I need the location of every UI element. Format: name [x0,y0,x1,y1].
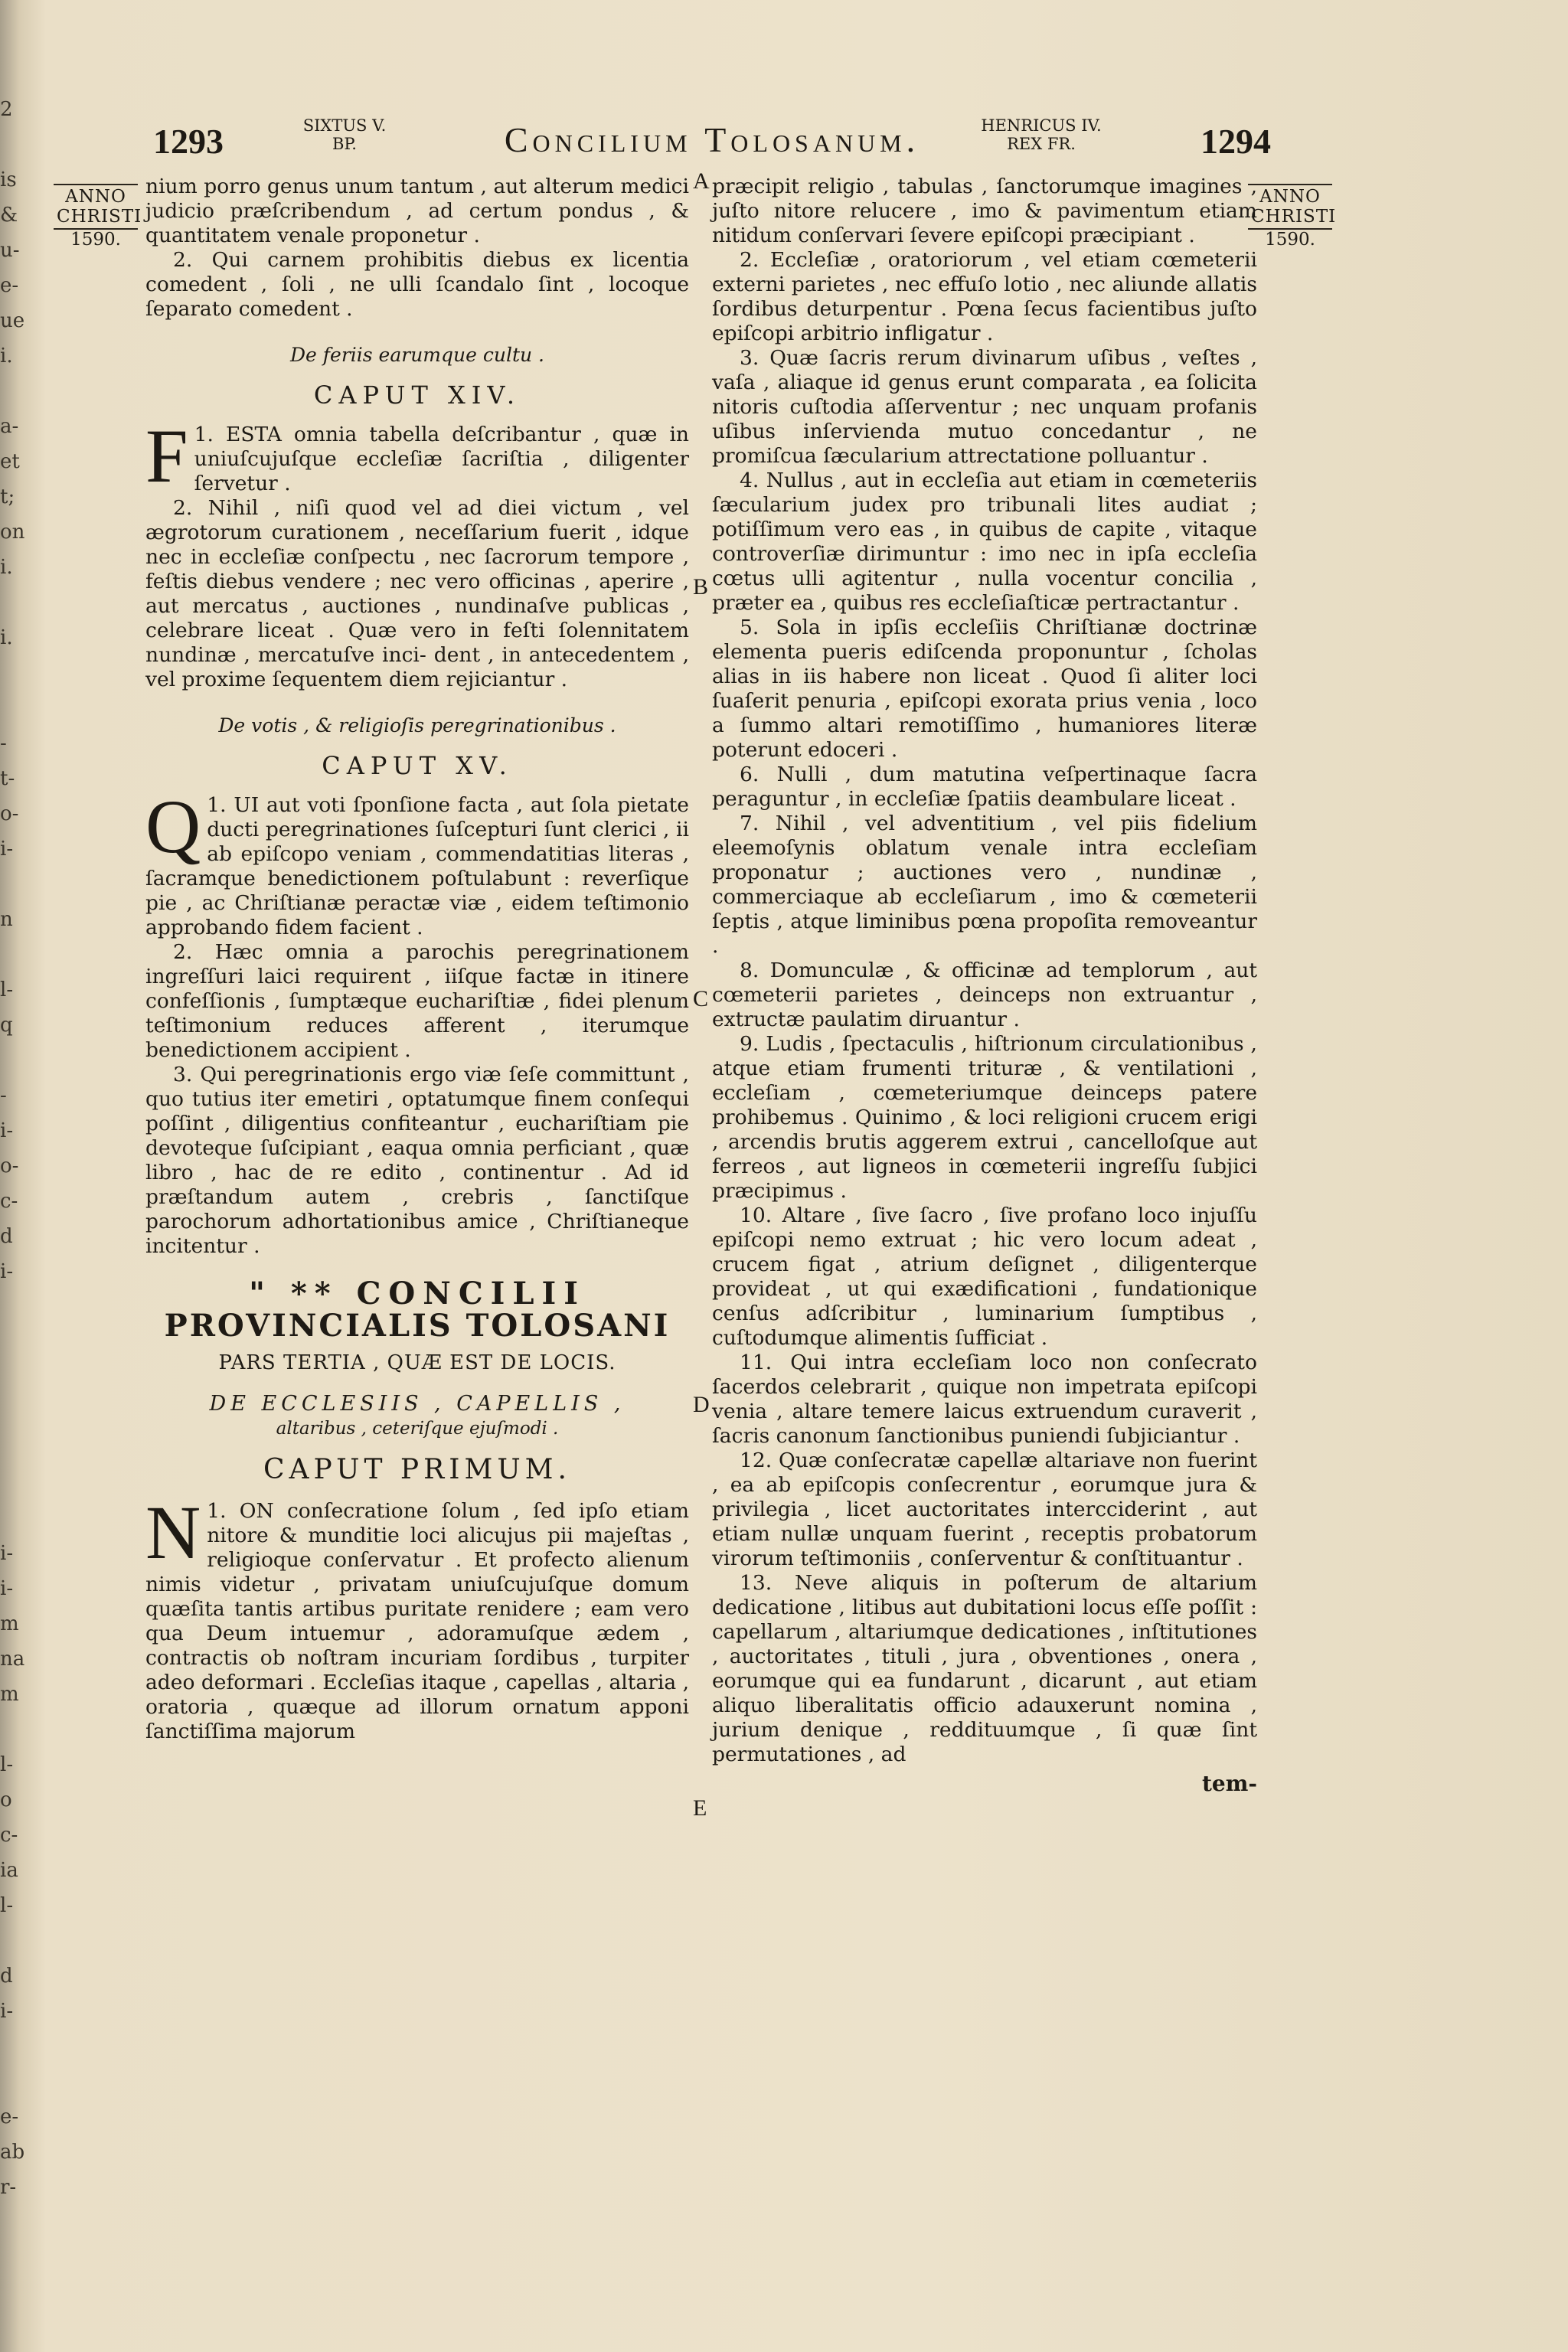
paragraph: 2. Nihil , niſi quod vel ad diei victum , vel ægrotorum curationem , neceſſarium fuerit , idque nec in eccleſiæ conſpectu , nec ſacrorum tempore , feſtis diebus vendere ; nec vero officinas , aperire , aut mercatus , auctiones , nundinaſve publicas , celebrare liceat . Quæ vero in feſti ſolennitatem nundinæ , mercatuſve inci- dent , in antecedentem , vel proxime ſequentem diem rejiciantur . [145,496,689,691]
section-title: DE ECCLESIIS , CAPELLIS , [209,1392,626,1416]
gutter-fragment [0,585,40,620]
gutter-fragment: r- [0,2176,17,2199]
chapter-heading: CAPUT PRIMUM. [263,1454,571,1485]
gutter-fragment [0,1395,40,1430]
paragraph-text: UI aut voti ſponſione facta , aut ſola pietate ducti peregrinationes ſuſcepturi ſunt clerici , ii ab epiſcopo veniam , commendatitias literas , ſacramque benedictionem poſtulabunt : reverſique pie , ac Chriſtianæ peractæ viæ , eidem teſtimonio approbando fidem facient . [145,793,689,939]
gutter-fragment: i- [0,1542,14,1565]
gutter-fragment: l- [0,1894,14,1917]
gutter-fragment: i- [0,1260,14,1283]
gutter-fragment: t; [0,485,15,508]
drop-cap: N [145,1490,201,1575]
gutter-fragment: i. [0,626,13,649]
gutter-fragment [0,2064,40,2099]
running-head-left [299,116,390,153]
gutter-fragment: q [0,1014,13,1037]
section-rubric: De feriis earumque cultu . [290,344,544,366]
paragraph: 5. Sola in ipſis eccleſiis Chriſtianæ doctrinæ elementa pueris ediſcenda proponuntur , ſcholas alias in iis habere non liceat . Quod ſi aliter loci ſuaſerit penuria , epiſcopi exorata prius venia , loco a ſummo altari remotiſſimo , humaniores literæ poterunt edoceri . [712,616,1257,762]
paragraph: 7. Nihil , vel adventitium , vel piis fidelium eleemoſynis oblatum venale intra eccleſiam proponatur ; auctiones vero , nundinæ , commerciaque ab eccleſiarum , imo & cœmeterii ſeptis , atque liminibus pœna propoſita removeantur . [712,812,1257,958]
gutter-fragment: is [0,168,17,191]
part-title-sub: PROVINCIALIS TOLOSANI [164,1308,671,1344]
gutter-fragment: o- [0,1155,19,1178]
running-head-right-line: REX FR. [1007,135,1076,153]
paragraph [145,413,689,498]
side-note-left [54,184,142,250]
paragraph [145,784,689,940]
gutter-fragment: - [0,732,7,755]
gutter-fragment [0,1923,40,1958]
gutter-fragment: et [0,450,20,473]
margin-letter-d: D [693,1392,710,1417]
section-rubric: De votis , & religioſis peregrinationibus . [218,714,616,737]
running-head-right-line: HENRICUS IV. [981,116,1102,135]
gutter-fragment: a- [0,415,19,438]
gutter-fragment: i- [0,838,14,861]
paragraph: 3. Quæ ſacris rerum divinarum uſibus , veſtes , vaſa , aliaque id genus erunt comparata , ea ſolicita nitoris cuſtodia aſſerventur ; nec unquam profanis uſibus inſervienda mutuo concedantur , ne promiſcua ſæcularium attrectatione polluantur . [712,346,1257,468]
gutter-fragment: c- [0,1190,18,1213]
facing-page-gutter [0,92,40,2312]
gutter-fragment [0,867,40,902]
gutter-fragment [0,1289,40,1325]
gutter-fragment: i. [0,556,13,579]
side-note-left-anno [54,184,142,230]
gutter-fragment [0,2029,40,2064]
gutter-fragment [0,1325,40,1360]
gutter-fragment: i- [0,1119,14,1142]
gutter-fragment: on [0,521,25,544]
running-head-left-line: SIXTUS V. [302,116,387,135]
gutter-fragment: n [0,908,13,931]
paragraph [145,1490,689,1744]
paragraph: 8. Domunculæ , & officinæ ad templorum , aut cœmeterii parietes , deinceps non extruantur , extructæ paulatim diruantur . [712,959,1257,1031]
side-note-line: CHRISTI [57,207,142,227]
paragraph-number: 1. [194,423,214,446]
paragraph: 11. Qui intra eccleſiam loco non conſecrato ſacerdos celebrarit , quique non impetrata epiſcopi venia , altare temere laicus extruendum curaverit , ſacris canonum ſanctionibus puniendi ſubjiciantur . [712,1351,1257,1448]
paragraph-text: ESTA omnia tabella deſcribantur , quæ in uniuſcujuſque eccleſiæ ſacriſtia , diligenter ſervetur . [194,423,689,495]
running-head-right [965,116,1118,153]
gutter-fragment: u- [0,239,20,262]
page-title: Concilium Tolosanum. [504,120,920,159]
paragraph: 2. Eccleſiæ , oratoriorum , vel etiam cœmeterii externi parietes , nec effuſo lotio , nec aliunde allatis ſordibus deturpentur . Pœna ſecus facientibus juſto epiſcopi arbitrio infligatur . [712,248,1257,345]
drop-cap: Q [145,784,201,869]
chapter-heading: CAPUT XIV. [313,381,521,410]
margin-letter-e: E [693,1795,707,1821]
side-note-line: ANNO [65,187,126,207]
gutter-fragment [0,691,40,726]
gutter-fragment: & [0,204,18,227]
gutter-fragment: ia [0,1859,18,1882]
gutter-fragment: o- [0,802,19,825]
gutter-fragment [0,937,40,972]
section-title-sub: altaribus , ceteriſque ejuſmodi . [276,1419,559,1439]
paragraph-number: 1. [207,1499,227,1523]
gutter-fragment [0,127,40,162]
catchword: tem- [1202,1771,1257,1796]
gutter-fragment [0,1043,40,1078]
gutter-fragment: m [0,1683,19,1706]
paragraph-number: 1. [207,793,227,817]
gutter-fragment: na [0,1648,25,1671]
margin-letter-c: C [693,986,709,1011]
gutter-fragment [0,655,40,691]
paragraph: 9. Ludis , ſpectaculis , hiſtrionum circulationibus , atque etiam frumenti trituræ , & ventilationi , eccleſiam , cœmeteriumque deinceps patere prohibemus . Quinimo , & loci religioni crucem erigi , arcendis brutis aggerem extrui , cancelloſque aut ferreos , aut ligneos in cœmeterii ingreſſu ſubjici præcipimus . [712,1032,1257,1203]
paragraph: 2. Qui carnem prohibitis diebus ex licentia comedent , ſoli , ne ulli ſcandalo ſint , locoque ſeparato comedent . [145,248,689,321]
gutter-fragment: e- [0,274,19,297]
margin-letter-b: B [693,574,709,599]
page-number-right: 1294 [1200,122,1271,161]
side-note-line: CHRISTI [1251,207,1337,227]
gutter-fragment: - [0,1084,7,1107]
gutter-fragment [0,1501,40,1536]
gutter-fragment [0,1360,40,1395]
paragraph: 2. Hæc omnia a parochis peregrinationem ingreſſuri laici requirent , iiſque factæ in itinere confeſſionis , ſumptæque euchariſtiæ , fidei plenum teſtimonium reduces afferent , iterumque benedictionem accipient . [145,940,689,1062]
page-number-left: 1293 [153,122,224,161]
paragraph: 10. Altare , ſive ſacro , ſive profano loco injuſſu epiſcopi nemo extruat ; hic vero locum adeat , crucem figat , atrium deſignet , diligenterque provideat , ut qui exædificationi , fundationique cenſus adſcribitur , luminarium ſumptibus , cuſtodumque alimentis ſufficiat . [712,1204,1257,1350]
gutter-fragment: i- [0,2000,14,2023]
paragraph: 6. Nulli , dum matutina veſpertinaque ſacra peraguntur , in eccleſiæ ſpatiis deambulare liceat . [712,763,1257,811]
page-header [145,115,1271,176]
running-head-left-line: BP. [332,135,357,153]
paragraph: 3. Qui peregrinationis ergo viæ ſeſe committunt , quo tutius iter emetiri , optatumque finem conſequi poſſint , diligentius confiteantur , euchariſtiam pie devoteque ſuſcipiant , eaqua omnia perficiant , quæ libro , hac de re edito , continentur . Ad id præſtandum autem , crebris , ſanctiſque parochorum adhortationibus amice , Chriſtianeque incitentur . [145,1063,689,1258]
paragraph-text: ON conſecratione ſolum , ſed ipſo etiam nitore & munditie loci alicujus pii majeſtas , religioque conſervatur . Et profecto alienum nimis videtur , privatam uniuſcujuſque domum quæſita tantis artibus puritate renidere ; eam vero qua Deum intuemur , adoramuſque ædem , contractis ob noſtram incuriam ſordibus , turpiter adeo deformari . Eccleſias itaque , capellas , altaria , oratoria , quæque ad illorum ornatum apponi ſanctiſſima majorum [145,1499,689,1743]
part-subtitle: PARS TERTIA , QUÆ EST DE LOCIS. [218,1351,616,1374]
paragraph: præcipit religio , tabulas , ſanctorumque imagines , juſto nitore relucere , imo & pavimentum etiam nitidum conſervari ſevere epiſcopi præcipiant . [712,175,1257,247]
side-note-right [1248,184,1337,250]
gutter-fragment: ue [0,309,25,332]
side-note-line: ANNO [1259,187,1321,207]
gutter-fragment [0,1712,40,1747]
side-note-year: 1590. [1265,230,1315,250]
gutter-fragment: o [0,1788,12,1811]
gutter-fragment: ab [0,2141,25,2164]
gutter-fragment: i- [0,1577,14,1600]
gutter-fragment: 2 [0,98,13,121]
gutter-fragment: l- [0,1753,14,1776]
gutter-fragment: m [0,1612,19,1635]
paragraph: 13. Neve aliquis in poſterum de altarium dedicatione , litibus aut dubitationi locus eſſe poſſit : capellarum , altariumque dedicationes , inſtitutiones , auctoritates , tituli , jura , obventiones , onera , eorumque qui ea fundarunt , dicarunt , aut etiam aliquo liberalitatis officio adauxerunt nomina , jurium denique , reddituumque , ſi quæ ſint permutationes , ad [712,1571,1257,1766]
gutter-fragment: d [0,1225,13,1248]
gutter-fragment: l- [0,978,14,1001]
gutter-fragment [0,374,40,409]
gutter-fragment: t- [0,767,15,790]
side-note-right-anno [1248,184,1337,230]
gutter-fragment: d [0,1965,13,1988]
drop-cap: F [145,413,188,498]
gutter-fragment [0,1430,40,1465]
gutter-fragment: i. [0,345,13,368]
paragraph: 4. Nullus , aut in eccleſia aut etiam in cœmeteriis ſæcularium judex pro tribunali lites audiat ; potiſſimum vero eas , in quibus de capite , vitaque controverſiæ dirimuntur : imo nec in ipſa eccleſia cœtus ulli agitentur , nulla vocentur concilia , præter ea , quibus res eccleſiaſticæ pertractantur . [712,469,1257,615]
paragraph: nium porro genus unum tantum , aut alterum medici judicio præſcribendum , ad certum pondus , & quantitatem venale proponetur . [145,175,689,247]
left-column [145,175,689,1744]
part-title: " ** CONCILII [249,1276,586,1312]
gutter-fragment: e- [0,2105,19,2128]
right-column [712,175,1257,1796]
gutter-fragment [0,1465,40,1501]
gutter-fragment: c- [0,1824,18,1847]
paragraph: 12. Quæ conſecratæ capellæ altariave non fuerint , ea ab epiſcopis conſecrentur , eorumque jura & privilegia , licet auctoritates intercciderint , aut etiam nullæ unquam fuerint , receptis probatorum virorum teſtimoniis , conſerventur & conſtituantur . [712,1449,1257,1570]
margin-letter-a: A [693,168,710,194]
side-note-year: 1590. [70,230,121,250]
chapter-heading: CAPUT XV. [322,751,513,780]
